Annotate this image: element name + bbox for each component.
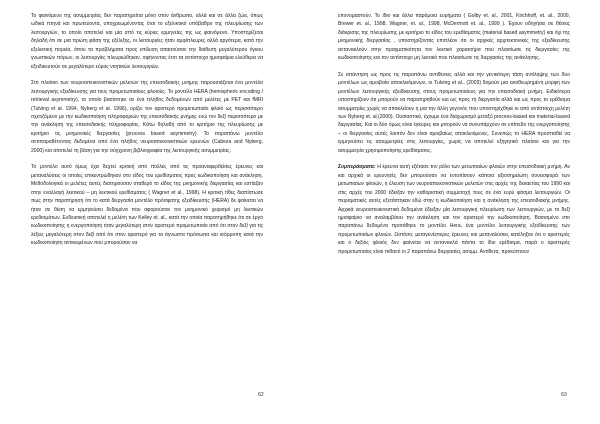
paragraph-asymmetry-animals: Το φαινόμενο της ασυμμετρίας δεν παρατηρείται μόνο στον άνθρωπο, αλλά και σε άλλα ζώα, όπως ωδικά πτηνά και πρωτεύοντα, υποχρεωμένοντας έτσι το εξελικτικό υπόβαθρο της πλευρίωσης των λειτουργιών, το οποίο αποτελεί και μία από τις κύριες ερμηνείες της ως φαινόμενο. Υποστηρίζεται δηλαδή ότι σε μια πρώτη φάση της εξέλιξης, οι λειτουργίες ήταν αμφίπλευρες αλλά αργότερα, κατά την εξελικτική πορεία, όπου τα προβλήματα προς επίλυση απαιτούσαν την διάθεση μεγαλύτερου όγκου γνωστικών πόρων, οι λειτουργίες πλευριώθηκαν, αφήνοντας έτσι τα αντίστοιχα ημισφαίρια ελεύθερα να εξειδικευτούν σε μεγαλύτερο εύρος νοητικών λειτουργιών. (31, 13, 263, 70)
page-number-left: 62 (258, 392, 264, 398)
left-text-column (31, 12, 263, 248)
paragraph-conclusions (338, 163, 570, 256)
conclusions-label: Συμπεράσματα: (338, 164, 376, 171)
paragraph-continuation: επονομαστούν. Το ίδιο και άλλα παρόμοια ευρήματα ( Golby et. al., 2001, Kirchhoff, et. al., 2000, Brewer et. al., 1998, Wagner, et. al., 1998, McDermott et. al., 1999 ). Έχουν οδηγήσει σε θέσεις διάκρισης της πλευρίωσης με κριτήριο το είδος του ερεθίσματος (material based asymmetry) και όχι της μνημονικής διεργασίας , υποστηρίζοντας επιπλέον ότι οι αρχικές αρχιτεκτονικές της εξειδίκευσης αντανακλούν στην πραγματικότητα τον λεκτικό χαρακτήρα που πλαισίωσε τις διεργασίες της κωδικοποίησης και τον αντίστοιχο μη λεκτικό που πλαισίωσε τις διεργασίες της ανάκλησης. (338, 13, 570, 62)
conclusions-text: Η έρευνα αυτή εξέτασε τον ρόλο των μετωπιαίων φλοιών στην επεισοδιακή μνήμη. Αν και αρχικά οι ερευνητές δεν μπορούσαν να εντοπίσουν κάποια αξιοσημείωτη συνεισφορά των μετωπιαίων φλοιών, η έλευση των νευροαπεικονιστικών μελετών στις αρχές της δεκαετίας του 1990 και στις αρχές του 2000 έδειξαν την καθοριστική συμμετοχή τους σε ένα ευρύ φάσμα λειτουργιών. Οι πειραματικές αυτές εξετάστηκαν εδώ στην η κωδικοποίηση και η ανάκληση της επεισοδιακής μνήμης. Αρχικά νευροαπεικονιστικά δεδομένα έδειξαν μία λειτουργική πλευρίωση των λειτουργιών, με το δεξί ημισφαίριο να αναλαμβάνει την ανάκληση και τον αριστερό την κωδικοποίηση. Βασισμένο στο παραπάνω δεδομένα προτάθηκε το μοντέλο Hera, ένα μοντέλο λειτουργικής εξειδίκευσης των προμετωπιαίων φλοιών. Ωστόσο, μεταγενέστερες έρευνες και μεταναλύσεις κατέληξαν ότι ο αριστερός και ο δεξιός φλοιός δεν φαίνεται να αντανακλά πάντα το ίδιο ερέθισμα, παρά ο αριστερός προμετωπιαίος είναι πιθανό οι 2 παραπάνω διεργασίες ασυμμ. Αντίθετα, προκύπτουν (338, 164, 570, 255)
right-page (300, 0, 600, 424)
paragraph-model-criticism: Το μοντέλο αυτό όμως έχει δεχτεί κριτική από πολλές από τις προαναφερθείσες έρευνες και μεταναλύσεις οι οποίες επικεντρώθηκαν στο είδος του ερεθίσματος προς κωδικοποίηση και ανάκληση. Μεθοδολογικά οι μελέτες αυτές διατηρούσαν σταθερό το είδος της μνημονικής διεργασίας και εστίαζαν στην εναλλαγή λεκτικού – μη λεκτικού ερεθίσματος ( Wagner et al., 1998). Η κριτική τίθες διαπίστωσε πως στην παρατήρηση ότι το κατά διεργασία μοντέλο πρόσφατης εξειδίκευσης (HERA) δε φαίνεται να ήταν σε θέση να ερμηνεύσει δεδομένα που αφορούσαν τον μνημονικό χειρισμό μη λεκτικών ερεθισμάτων. Ενδεικτική αποτελεί η μελέτη των Kelley et. al., κατά την οποία παρατηρήθηκε ότι σε έργο κωδικοποίησης η ενεργοποίηση ήταν μεγαλύτερη στον αριστερό προμετωπιαίο από ότι στον δεξί για τις λέξεις μεγαλύτερη στον δεξί από ότι στον αριστερό για τα άγνωστα πρόσωπα και ισόρροπη κατά την κωδικοποίηση αντικειμένων που μπορούσαν να (31, 164, 263, 247)
paragraph-hera-model: Στο πλαίσιο των νευροαπεικονιστικών μελετών της επεισοδιακής μνήμης παρουσιάζεται ένα μοντέλο λειτουργικής εξειδίκευσης για τους προμετωπιαίους φλοιούς. Το μοντέλο HERA (hemispheric encoding / retrieval asymmetry), το οποίο βασίστηκε σε ένα πλήθος δεδομένων από μελέτες με PET και fMRI (Tulving et al. 1994, Nyberg et al. 1996), ορίζει τον αριστερό προμετωπιαίο φλοιό ως περισσότερο σχετιζόμενο με την κωδικοποίηση πληροφοριών της επεισοδιακής μνήμης ενώ τον δεξί περισσότερο με την ανάκληση της επεισοδιακής πληροφορίας. Κάτω δηλαδή από το κριτήριο της πλευρίωσης με κριτήριο τις μνημονικές διεργασίες (process based asymmetry). Το παραπάνω μοντέλο αντιπαραθέτοντας δεδομένα από ένα πλήθος νευροαπεικονιστικών ερευνών (Cabeza and Nyberg, 2000) και αποτελεί τη βάση για την σύγχρονη βιβλιογραφία της λειτουργικής ασυμμετρίας. (31, 80, 263, 154)
right-text-column (338, 12, 570, 256)
page-number-right: 63 (561, 392, 567, 398)
paragraph-tulving-revision: Σε απάντηση ως προς τις παραπάνω αντιθέσεις αλλά και την γενικότερη τάση αντίληψης των δύο μοντέλων ως αμοιβαία αποκλειόμενων, οι Tulving et al., (2003) δομούν μια αναθεωρημένη μορφή των μοντέλων λειτουργικής εξειδίκευσης στους προμετωπιαίους για την επεισοδιακή μνήμη. Ειδικότερα υποστηρίζουν ότι μπορούν να παρατηρηθούν και ως προς τη διεργασία αλλά και ως προς το ερέθισμα ασυμμετρίες χωρίς να αποκλείουν η μια την άλλη γεγονός που υποστηρίχθηκε κι από αντίστοιχη μελέτη των Nyberg et. al.(2000). Ουσιαστικά, έχουμε ένα διαχωρισμό μεταξύ process-based και material-based διεργασίας. Και οι δύο όμως είναι έγκυρες και μπορούν να συνυπάρχουν σε επίπεδο της ενεργοποίησης – οι διεργασίες αυτές λοιπόν δεν είναι αμοιβαίως αποκλειόμενες. Συνεπώς το HERA προσπαθεί να ερμηνεύσει τις ασυμμετρίες στις λειτουργίες, χωρίς να αποτελεί εξηγητικό πλαίσιο και για την ασυμμετρία χρησιμοποίησης ερεθίσματος. (338, 71, 570, 154)
